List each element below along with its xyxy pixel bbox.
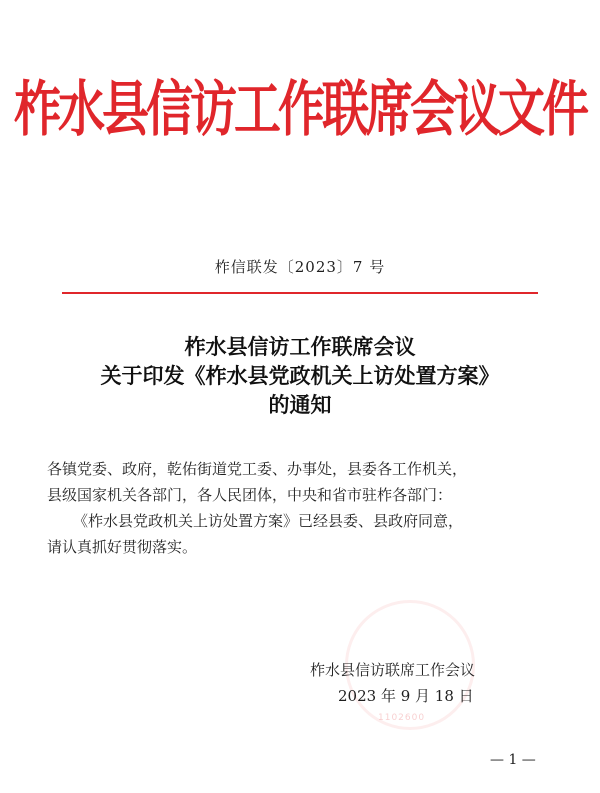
- title-line-1: 柞水县信访工作联席会议: [184, 334, 416, 359]
- body-line-recipients-2: 县级国家机关各部门，各人民团体，中央和省市驻柞各部门：: [47, 486, 453, 504]
- title-line-3: 的通知: [268, 392, 332, 417]
- signature-organization: 柞水县信访联席工作会议: [310, 661, 476, 679]
- signature-block: [290, 657, 540, 709]
- masthead-title: 柞水县信访工作联席会议文件: [14, 74, 586, 146]
- body-line-recipients-1: 各镇党委、政府，乾佑街道党工委、办事处，县委各工作机关，: [47, 460, 468, 478]
- title-line-2: 关于印发《柞水县党政机关上访处置方案》: [100, 363, 500, 388]
- document-number: 柞信联发〔2023〕7 号: [214, 258, 386, 276]
- notice-body: [47, 456, 567, 560]
- red-divider-line: [62, 292, 538, 294]
- body-line-content-2: 请认真抓好贯彻落实。: [47, 538, 198, 556]
- signature-date: 2023 年 9 月 18 日: [338, 687, 474, 705]
- seal-number: 1102600: [378, 713, 426, 723]
- notice-title: [0, 332, 600, 419]
- page-number: — 1 —: [490, 752, 536, 768]
- body-line-content-1: 《柞水县党政机关上访处置方案》已经县委、县政府同意，: [73, 512, 464, 530]
